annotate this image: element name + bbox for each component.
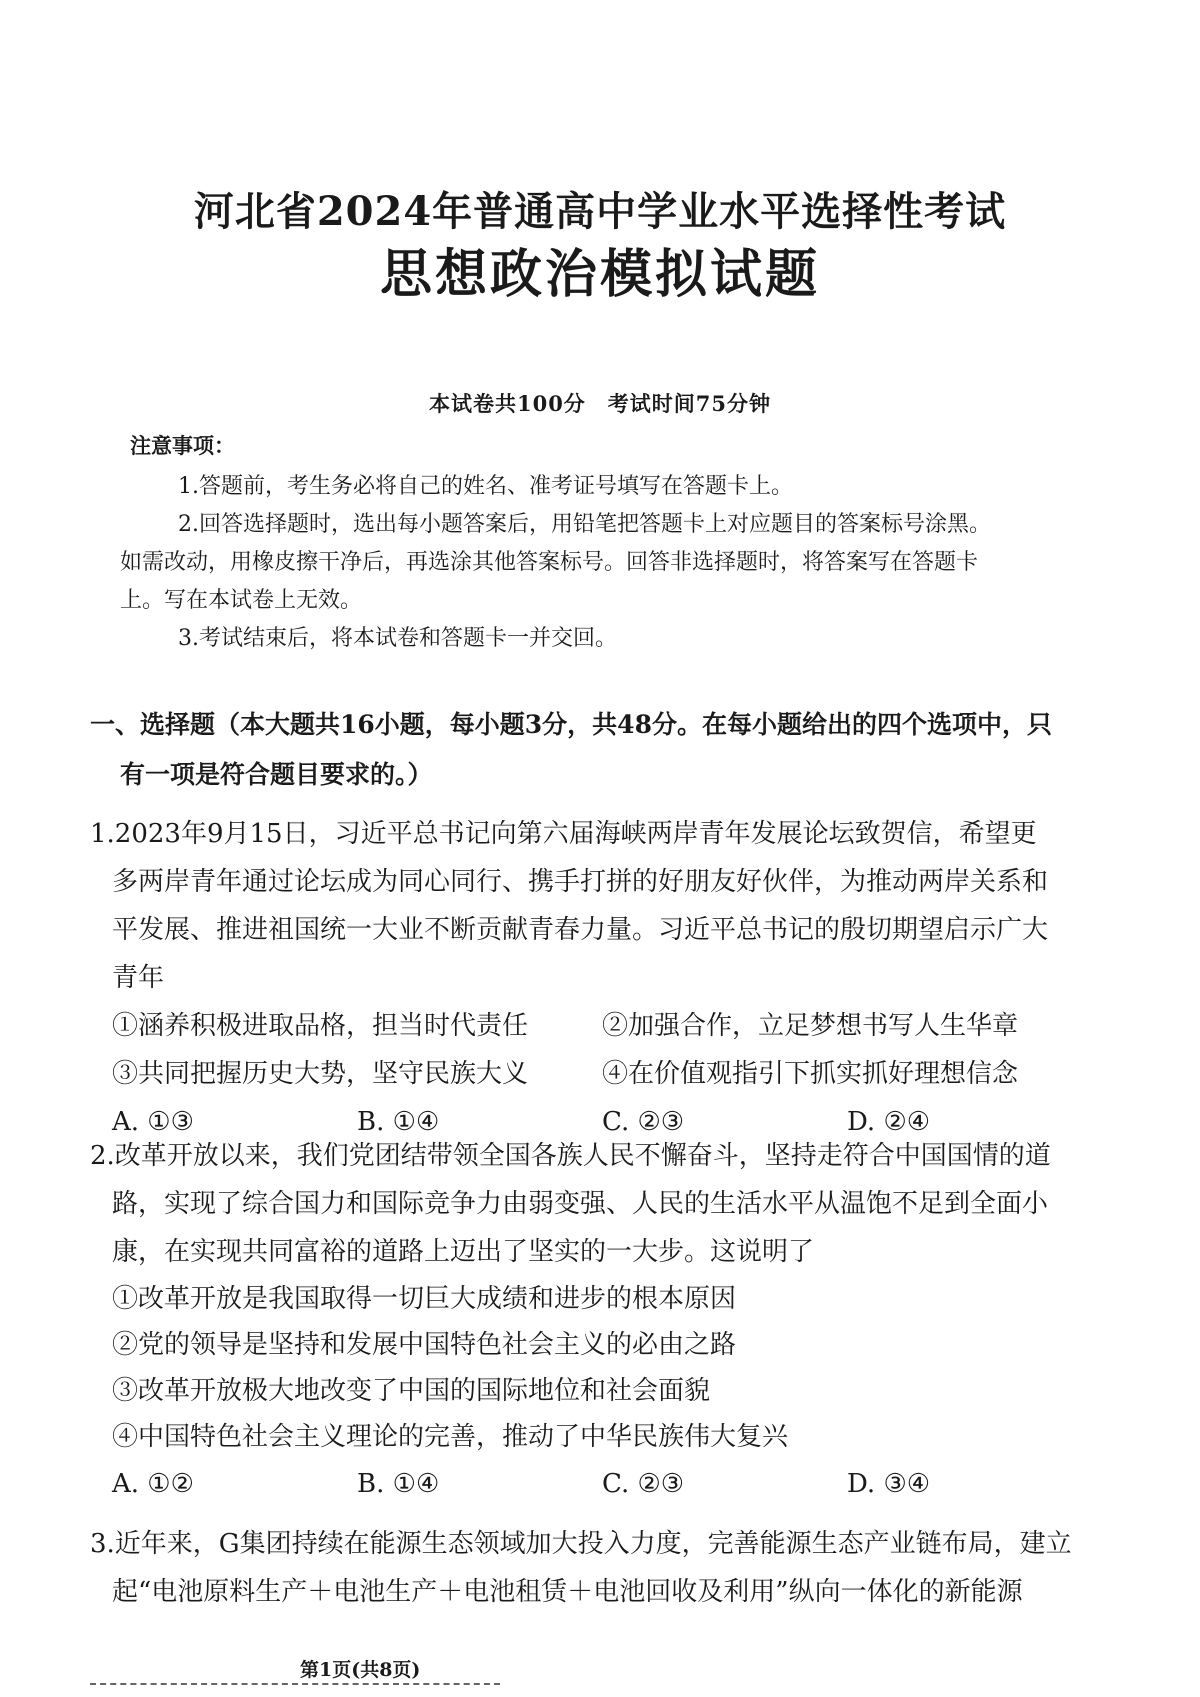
question-stem-line: 起“电池原料生产＋电池生产＋电池租赁＋电池回收及利用”纵向一体化的新能源 (112, 1577, 1023, 1607)
footer-divider (90, 1683, 500, 1685)
exam-info: 本试卷共100分 考试时间75分钟 (428, 391, 772, 416)
note-line: 上。写在本试卷上无效。 (120, 588, 363, 613)
question-stem-line: 3.近年来，G集团持续在能源生态领域加大投入力度，完善能源生态产业链布局，建立 (90, 1529, 1072, 1559)
question-2 (90, 1132, 1110, 1508)
choice-b: B. ①④ (357, 1107, 440, 1137)
statement: ④在价值观指引下抓实抓好理想信念 (602, 1059, 1019, 1089)
notes-block (120, 430, 1080, 658)
question-stem-line: 平发展、推进祖国统一大业不断贡献青春力量。习近平总书记的殷切期望启示广大 (112, 915, 1049, 945)
note-line: 3.考试结束后，将本试卷和答题卡一并交回。 (178, 626, 617, 651)
statement: ①涵养积极进取品格，担当时代责任 (112, 1011, 529, 1041)
statement-row (90, 1002, 1110, 1050)
notes-title: 注意事项： (130, 433, 235, 458)
answer-choices (90, 1460, 1110, 1508)
section-heading-line: 有一项是符合题目要求的。） (120, 760, 433, 789)
statement: ①改革开放是我国取得一切巨大成绩和进步的根本原因 (112, 1284, 737, 1314)
note-line: 如需改动，用橡皮擦干净后，再选涂其他答案标号。回答非选择题时，将答案写在答题卡 (120, 550, 979, 575)
statement: ③改革开放极大地改变了中国的国际地位和社会面貌 (112, 1376, 711, 1406)
section-heading-line: 一、选择题（本大题共16小题，每小题3分，共48分。在每小题给出的四个选项中，只 (90, 710, 1052, 739)
question-stem-line: 康，在实现共同富裕的道路上迈出了坚实的一大步。这说明了 (112, 1237, 815, 1267)
statement: ②加强合作，立足梦想书写人生华章 (602, 1011, 1019, 1041)
question-stem-line: 2.改革开放以来，我们党团结带领全国各族人民不懈奋斗，坚持走符合中国国情的道 (90, 1141, 1051, 1171)
question-3 (90, 1520, 1110, 1616)
statement: ④中国特色社会主义理论的完善，推动了中华民族伟大复兴 (112, 1422, 789, 1452)
question-1 (90, 810, 1110, 1146)
statement-row (90, 1050, 1110, 1098)
choice-d: D. ③④ (847, 1469, 931, 1499)
question-stem-line: 1.2023年9月15日，习近平总书记向第六届海峡两岸青年发展论坛致贺信，希望更 (90, 819, 1037, 849)
choice-c: C. ②③ (602, 1469, 685, 1499)
note-line: 2.回答选择题时，选出每小题答案后，用铅笔把答题卡上对应题目的答案标号涂黑。 (178, 512, 991, 537)
choice-a: A. ①③ (112, 1107, 194, 1137)
note-line: 1.答题前，考生务必将自己的姓名、准考证号填写在答题卡上。 (178, 474, 793, 499)
choice-c: C. ②③ (602, 1107, 685, 1137)
page-number: 第1页(共8页) (300, 1659, 421, 1681)
question-stem-line: 路，实现了综合国力和国际竞争力由弱变强、人民的生活水平从温饱不足到全面小 (112, 1189, 1049, 1219)
question-stem-line: 青年 (112, 963, 165, 993)
choice-b: B. ①④ (357, 1469, 440, 1499)
question-stem-line: 多两岸青年通过论坛成为同心同行、携手打拼的好朋友好伙伴，为推动两岸关系和 (112, 867, 1049, 897)
choice-d: D. ②④ (847, 1107, 931, 1137)
exam-title: 河北省2024年普通高中学业水平选择性考试 (193, 188, 1007, 235)
statement: ③共同把握历史大势，坚守民族大义 (112, 1059, 529, 1089)
statement: ②党的领导是坚持和发展中国特色社会主义的必由之路 (112, 1330, 737, 1360)
section-heading (90, 700, 1110, 800)
choice-a: A. ①② (112, 1469, 194, 1499)
exam-subject-title: 思想政治模拟试题 (379, 244, 820, 305)
